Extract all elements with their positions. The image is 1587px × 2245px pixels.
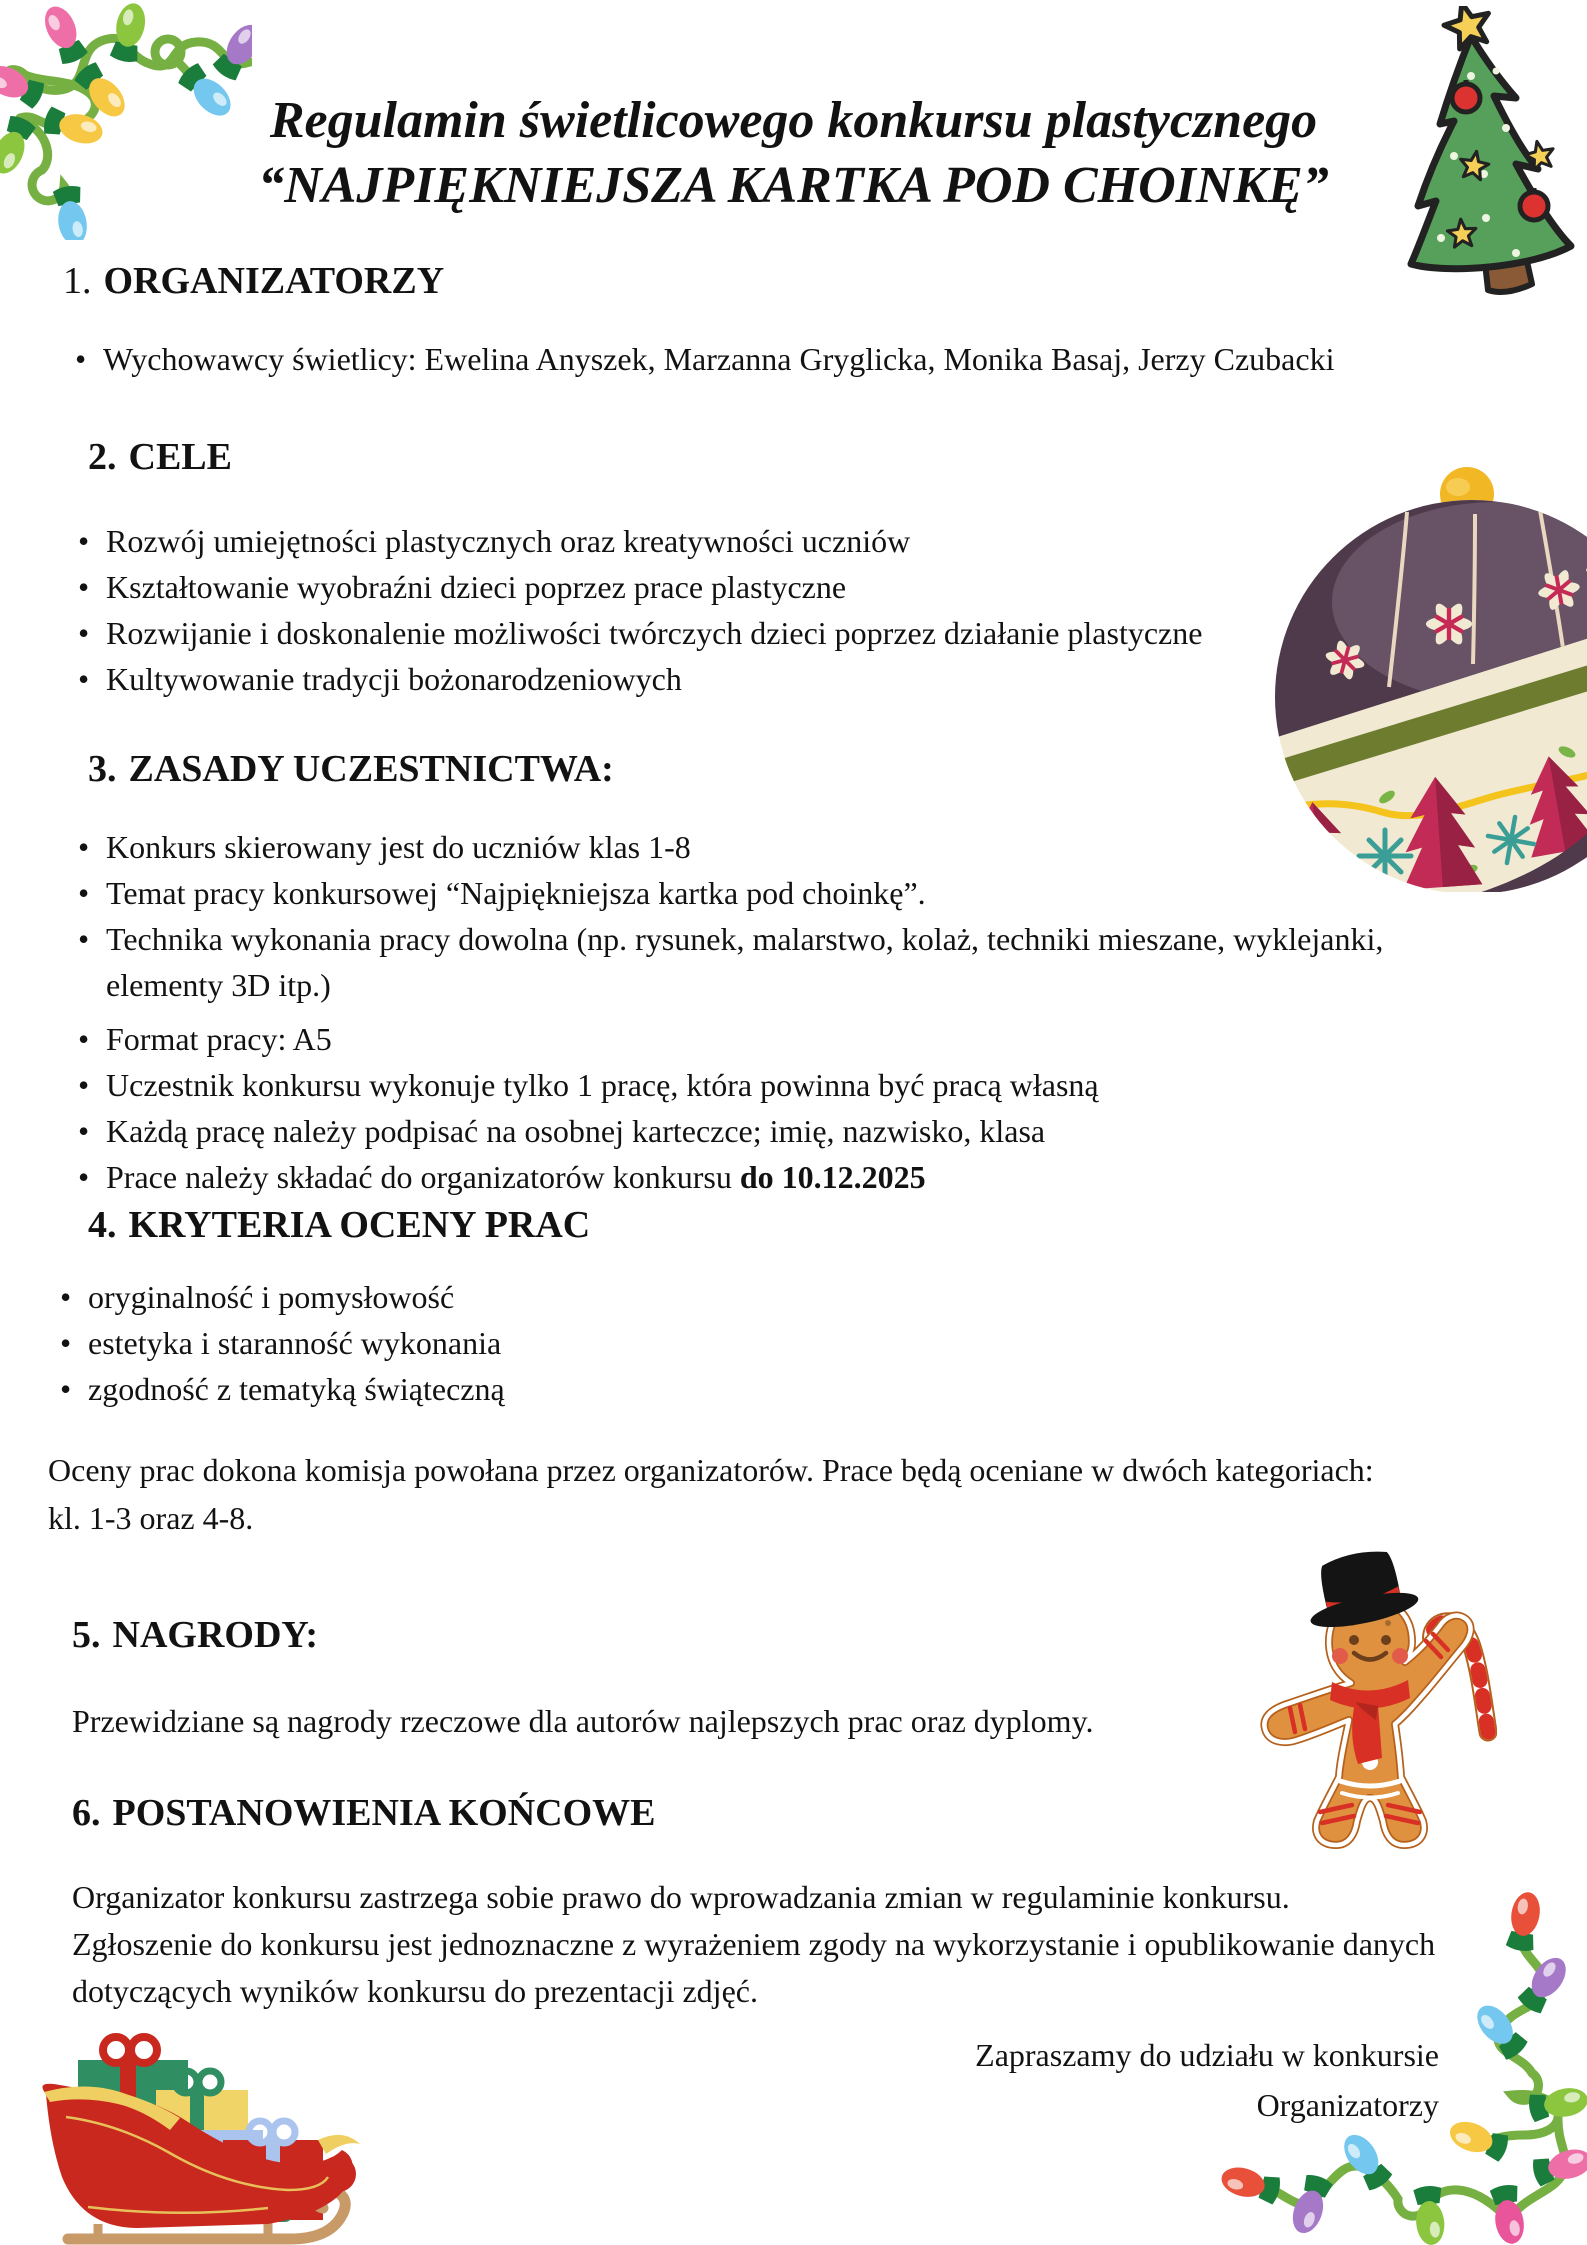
section-number: 2. bbox=[88, 436, 117, 478]
section-heading bbox=[72, 1612, 318, 1658]
section-heading bbox=[88, 746, 614, 792]
section-number: 1. bbox=[63, 260, 92, 302]
title-line2: “NAJPIĘKNIEJSZA KARTKA POD CHOINKĘ” bbox=[258, 157, 1329, 214]
list-item bbox=[78, 610, 1202, 656]
section-heading bbox=[63, 258, 444, 304]
bullet-icon: • bbox=[60, 1279, 72, 1315]
bullet-icon: • bbox=[78, 661, 90, 697]
bullet-icon: • bbox=[78, 875, 90, 911]
list-item bbox=[78, 1016, 1099, 1062]
list-item bbox=[78, 656, 1202, 702]
paragraph: Oceny prac dokona komisja powołana przez organizatorów. Prace będą oceniane w dwóch kategoriach: kl. 1-3 oraz 4-8. bbox=[48, 1452, 1374, 1536]
closing-block bbox=[975, 2030, 1439, 2130]
bullet-icon: • bbox=[78, 1113, 90, 1149]
list-item bbox=[60, 1320, 505, 1366]
title-line1: Regulamin świetlicowego konkursu plastycznego bbox=[269, 92, 1318, 149]
list-item-text: Rozwój umiejętności plastycznych oraz kreatywności uczniów bbox=[106, 523, 911, 559]
section-title: CELE bbox=[128, 436, 232, 478]
paragraph: Przewidziane są nagrody rzeczowe dla autorów najlepszych prac oraz dyplomy. bbox=[72, 1703, 1094, 1739]
santa-sleigh-icon bbox=[28, 2012, 378, 2245]
bullet-list bbox=[75, 336, 1334, 382]
closing-signature: Organizatorzy bbox=[1256, 2087, 1439, 2123]
bullet-icon: • bbox=[60, 1371, 72, 1407]
closing-invitation: Zapraszamy do udziału w konkursie bbox=[975, 2037, 1439, 2073]
list-item-text: Kultywowanie tradycji bożonarodzeniowych bbox=[106, 661, 682, 697]
bullet-list bbox=[78, 518, 1202, 702]
section-number: 4. bbox=[88, 1204, 117, 1246]
list-item bbox=[78, 824, 1383, 870]
bullet-icon: • bbox=[60, 1325, 72, 1361]
paragraph: Organizator konkursu zastrzega sobie prawo do wprowadzania zmian w regulaminie konkursu. Zgłoszenie do konkursu jest jednoznaczne z wyrażeniem zgody na wykorzystanie i opublikowanie danych dotyczących wyników konkursu do prezentacji zdjęć. bbox=[72, 1879, 1436, 2009]
list-item bbox=[78, 1062, 1099, 1108]
list-item-text: Każdą pracę należy podpisać na osobnej karteczce; imię, nazwisko, klasa bbox=[106, 1113, 1046, 1149]
section-title: ZASADY UCZESTNICTWA: bbox=[128, 748, 614, 790]
bullet-icon: • bbox=[75, 341, 87, 377]
section-title: POSTANOWIENIA KOŃCOWE bbox=[112, 1792, 656, 1834]
section-heading bbox=[72, 1790, 655, 1836]
list-item-text: Konkurs skierowany jest do uczniów klas 1-8 bbox=[106, 829, 691, 865]
bullet-icon: • bbox=[78, 523, 90, 559]
bullet-icon: • bbox=[78, 921, 90, 957]
list-item bbox=[75, 336, 1334, 382]
list-item-text: Kształtowanie wyobraźni dzieci poprzez prace plastyczne bbox=[106, 569, 847, 605]
section-title: ORGANIZATORZY bbox=[103, 260, 445, 302]
bullet-icon: • bbox=[78, 1021, 90, 1057]
bullet-list bbox=[60, 1274, 505, 1412]
list-item bbox=[60, 1274, 505, 1320]
bullet-icon: • bbox=[78, 829, 90, 865]
bullet-icon: • bbox=[78, 1067, 90, 1103]
document-title bbox=[0, 88, 1587, 218]
list-item-text: Format pracy: A5 bbox=[106, 1021, 332, 1057]
list-item-text: Uczestnik konkursu wykonuje tylko 1 pracę, która powinna być pracą własną bbox=[106, 1067, 1099, 1103]
bullet-icon: • bbox=[78, 1159, 90, 1195]
bullet-list bbox=[78, 1016, 1099, 1200]
bullet-list bbox=[78, 824, 1383, 1008]
list-item-text: Technika wykonania pracy dowolna (np. rysunek, malarstwo, kolaż, techniki mieszane, wyklejanki, elementy 3D itp.) bbox=[106, 921, 1384, 1003]
list-item bbox=[78, 1154, 1099, 1200]
list-item bbox=[78, 916, 1383, 1008]
list-item-text: Temat pracy konkursowej “Najpiękniejsza kartka pod choinkę”. bbox=[106, 875, 926, 911]
list-item bbox=[78, 870, 1383, 916]
section-heading bbox=[88, 1202, 590, 1248]
section-title: KRYTERIA OCENY PRAC bbox=[128, 1204, 591, 1246]
list-item bbox=[78, 518, 1202, 564]
section-number: 5. bbox=[72, 1614, 101, 1656]
list-item bbox=[60, 1366, 505, 1412]
section-number: 3. bbox=[88, 748, 117, 790]
list-item-text: oryginalność i pomysłowość bbox=[88, 1279, 455, 1315]
list-item-text bbox=[106, 1154, 926, 1200]
deadline-text: do 10.12.2025 bbox=[739, 1159, 926, 1195]
list-item-text: zgodność z tematyką świąteczną bbox=[88, 1371, 505, 1407]
list-item bbox=[78, 1108, 1099, 1154]
section-title: NAGRODY: bbox=[112, 1614, 318, 1656]
bullet-icon: • bbox=[78, 615, 90, 651]
bullet-icon: • bbox=[78, 569, 90, 605]
list-item-text: Prace należy składać do organizatorów konkursu bbox=[106, 1159, 740, 1195]
gingerbread-man-icon bbox=[1252, 1550, 1497, 1850]
list-item bbox=[78, 564, 1202, 610]
list-item-text: Wychowawcy świetlicy: Ewelina Anyszek, Marzanna Gryglicka, Monika Basaj, Jerzy Czubacki bbox=[103, 341, 1335, 377]
list-item-text: Rozwijanie i doskonalenie możliwości twórczych dzieci poprzez działanie plastyczne bbox=[106, 615, 1203, 651]
section-heading bbox=[88, 434, 232, 480]
list-item-text: estetyka i staranność wykonania bbox=[88, 1325, 502, 1361]
section-number: 6. bbox=[72, 1792, 101, 1834]
